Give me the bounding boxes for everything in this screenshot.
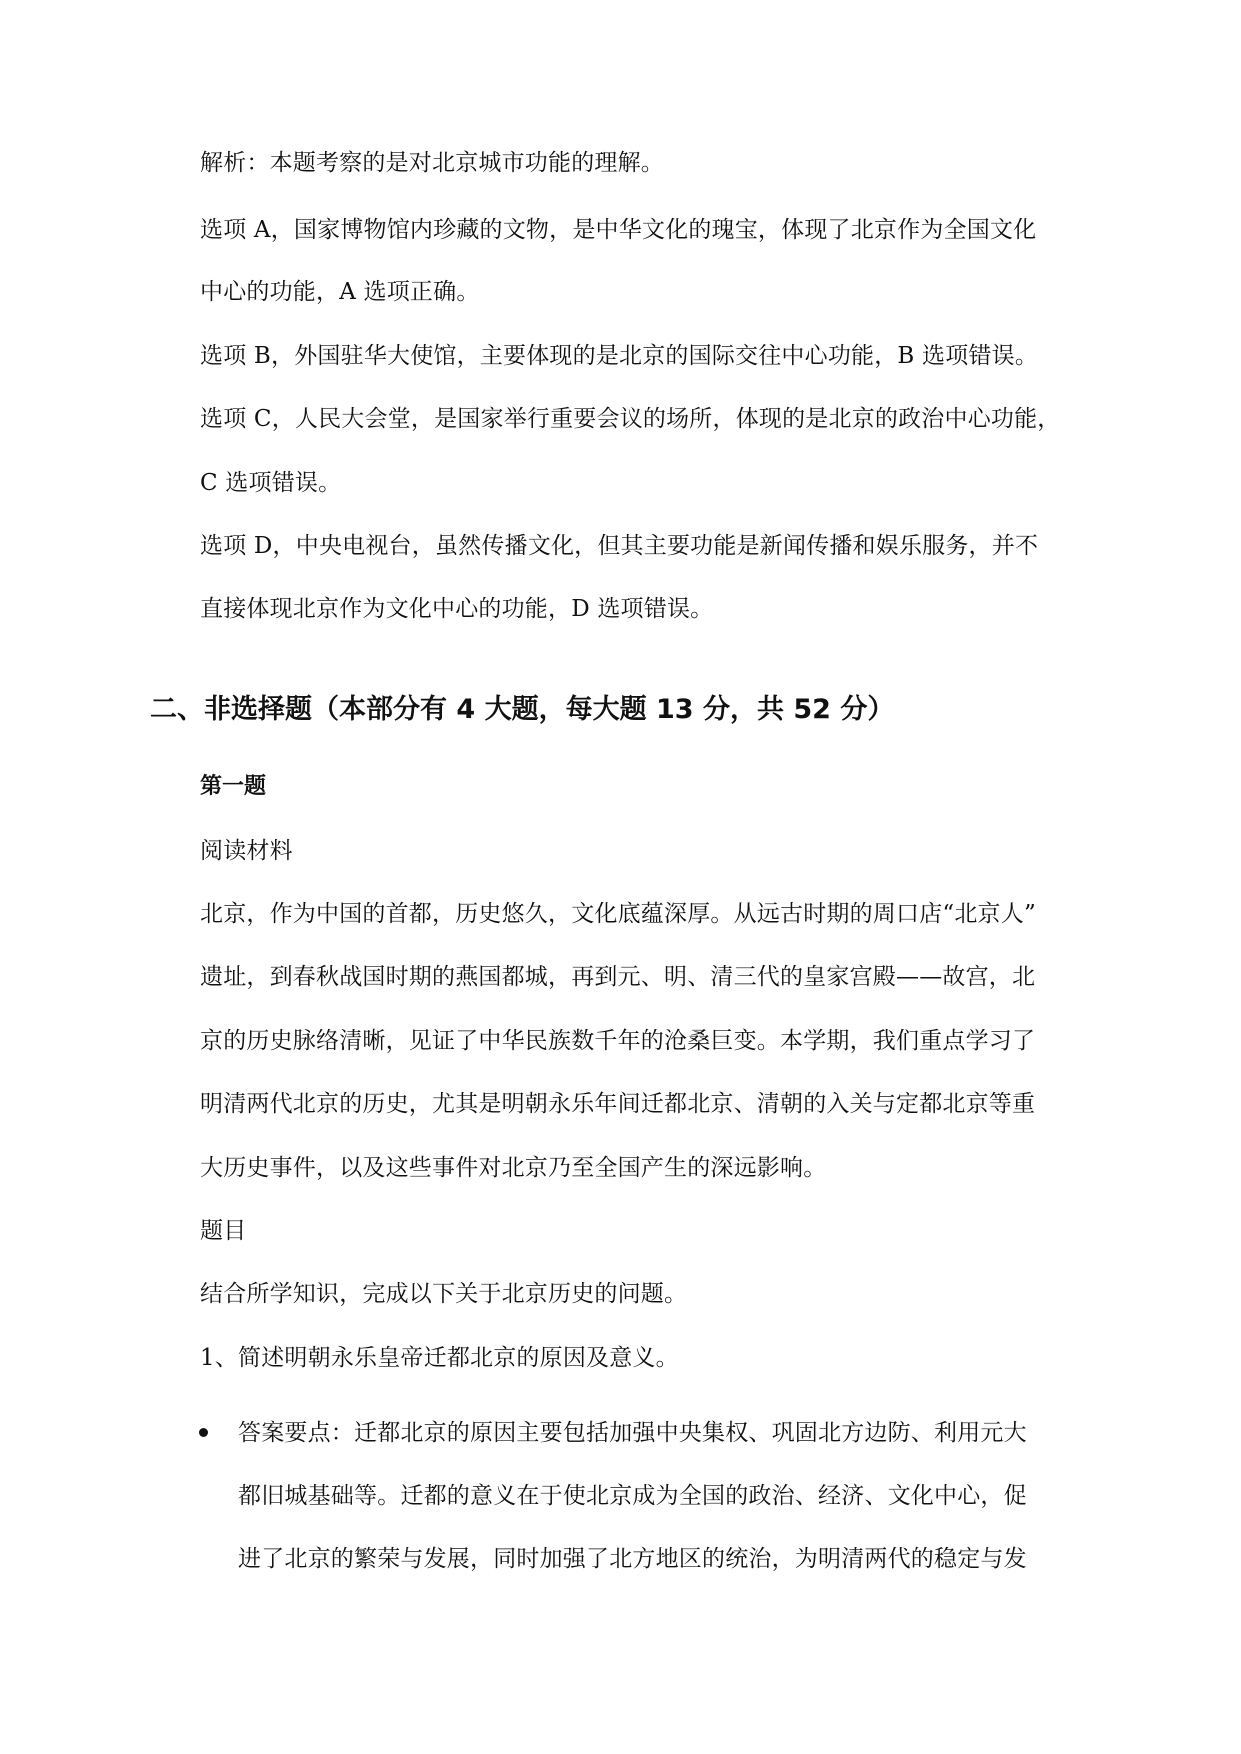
analysis-intro: 解析：本题考察的是对北京城市功能的理解。 bbox=[200, 150, 664, 176]
question-title: 第一题 bbox=[200, 774, 267, 799]
sub-question-1: 1、简述明朝永乐皇帝迁都北京的原因及意义。 bbox=[200, 1345, 679, 1371]
option-c-line2: C 选项错误。 bbox=[200, 470, 342, 496]
option-a-line2: 中心的功能，A 选项正确。 bbox=[200, 279, 480, 305]
answer-line: 答案要点：迁都北京的原因主要包括加强中央集权、巩固北方边防、利用元大 bbox=[238, 1420, 1027, 1446]
material-line: 大历史事件，以及这些事件对北京乃至全国产生的深远影响。 bbox=[200, 1155, 827, 1181]
topic-label: 题目 bbox=[200, 1218, 247, 1244]
option-b: 选项 B，外国驻华大使馆，主要体现的是北京的国际交往中心功能，B 选项错误。 bbox=[200, 343, 1039, 369]
instruction: 结合所学知识，完成以下关于北京历史的问题。 bbox=[200, 1281, 688, 1307]
material-line: 遗址，到春秋战国时期的燕国都城，再到元、明、清三代的皇家宫殿——故宫，北 bbox=[200, 964, 1036, 990]
material-line: 京的历史脉络清晰，见证了中华民族数千年的沧桑巨变。本学期，我们重点学习了 bbox=[200, 1028, 1036, 1054]
option-d-line1: 选项 D，中央电视台，虽然传播文化，但其主要功能是新闻传播和娱乐服务，并不 bbox=[200, 533, 1039, 559]
bullet-icon bbox=[199, 1428, 208, 1437]
reading-label: 阅读材料 bbox=[200, 838, 293, 864]
option-c-line1: 选项 C，人民大会堂，是国家举行重要会议的场所，体现的是北京的政治中心功能， bbox=[200, 406, 1061, 432]
option-a-line1: 选项 A，国家博物馆内珍藏的文物，是中华文化的瑰宝，体现了北京作为全国文化 bbox=[200, 217, 1037, 243]
answer-line: 都旧城基础等。迁都的意义在于使北京成为全国的政治、经济、文化中心，促 bbox=[238, 1483, 1027, 1509]
answer-line: 进了北京的繁荣与发展，同时加强了北方地区的统治，为明清两代的稳定与发 bbox=[238, 1546, 1027, 1572]
option-d-line2: 直接体现北京作为文化中心的功能，D 选项错误。 bbox=[200, 596, 714, 622]
material-line: 北京，作为中国的首都，历史悠久，文化底蕴深厚。从远古时期的周口店“北京人” bbox=[200, 901, 1036, 927]
section-heading: 二、非选择题（本部分有 4 大题，每大题 13 分，共 52 分） bbox=[150, 694, 895, 725]
material-line: 明清两代北京的历史，尤其是明朝永乐年间迁都北京、清朝的入关与定都北京等重 bbox=[200, 1091, 1036, 1117]
